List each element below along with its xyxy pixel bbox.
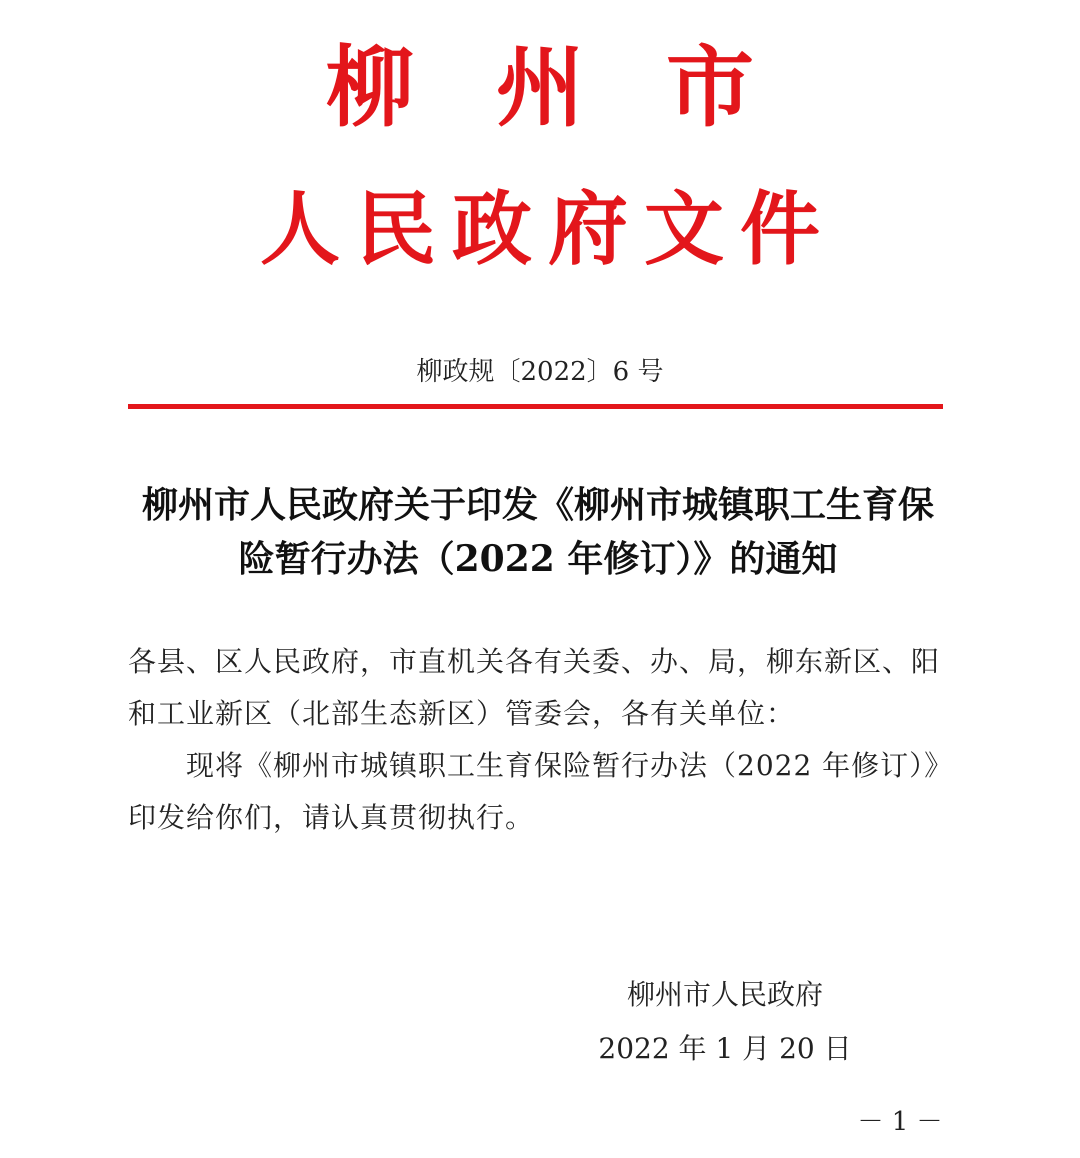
document-body <box>128 636 950 844</box>
document-number: 柳政规〔2022〕6 号 <box>416 357 664 387</box>
red-divider-line <box>128 404 943 409</box>
main-paragraph: 现将《柳州市城镇职工生育保险暂行办法（2022 年修订）》印发给你们，请认真贯彻执行。 <box>128 749 940 834</box>
page-number: － 1 － <box>857 1107 943 1137</box>
issue-date: 2022 年 1 月 20 日 <box>598 1032 852 1065</box>
document-header-government-file: 人民政府文件 <box>260 183 836 276</box>
document-title: 柳州市人民政府关于印发《柳州市城镇职工生育保险暂行办法（2022 年修订）》的通知 <box>141 484 934 580</box>
recipients-paragraph: 各县、区人民政府，市直机关各有关委、办、局，柳东新区、阳和工业新区（北部生态新区）管委会，各有关单位： <box>128 645 941 730</box>
issuing-authority: 柳州市人民政府 <box>626 978 823 1011</box>
signature-block <box>560 968 890 1076</box>
document-header-city: 柳州市 <box>325 36 836 139</box>
